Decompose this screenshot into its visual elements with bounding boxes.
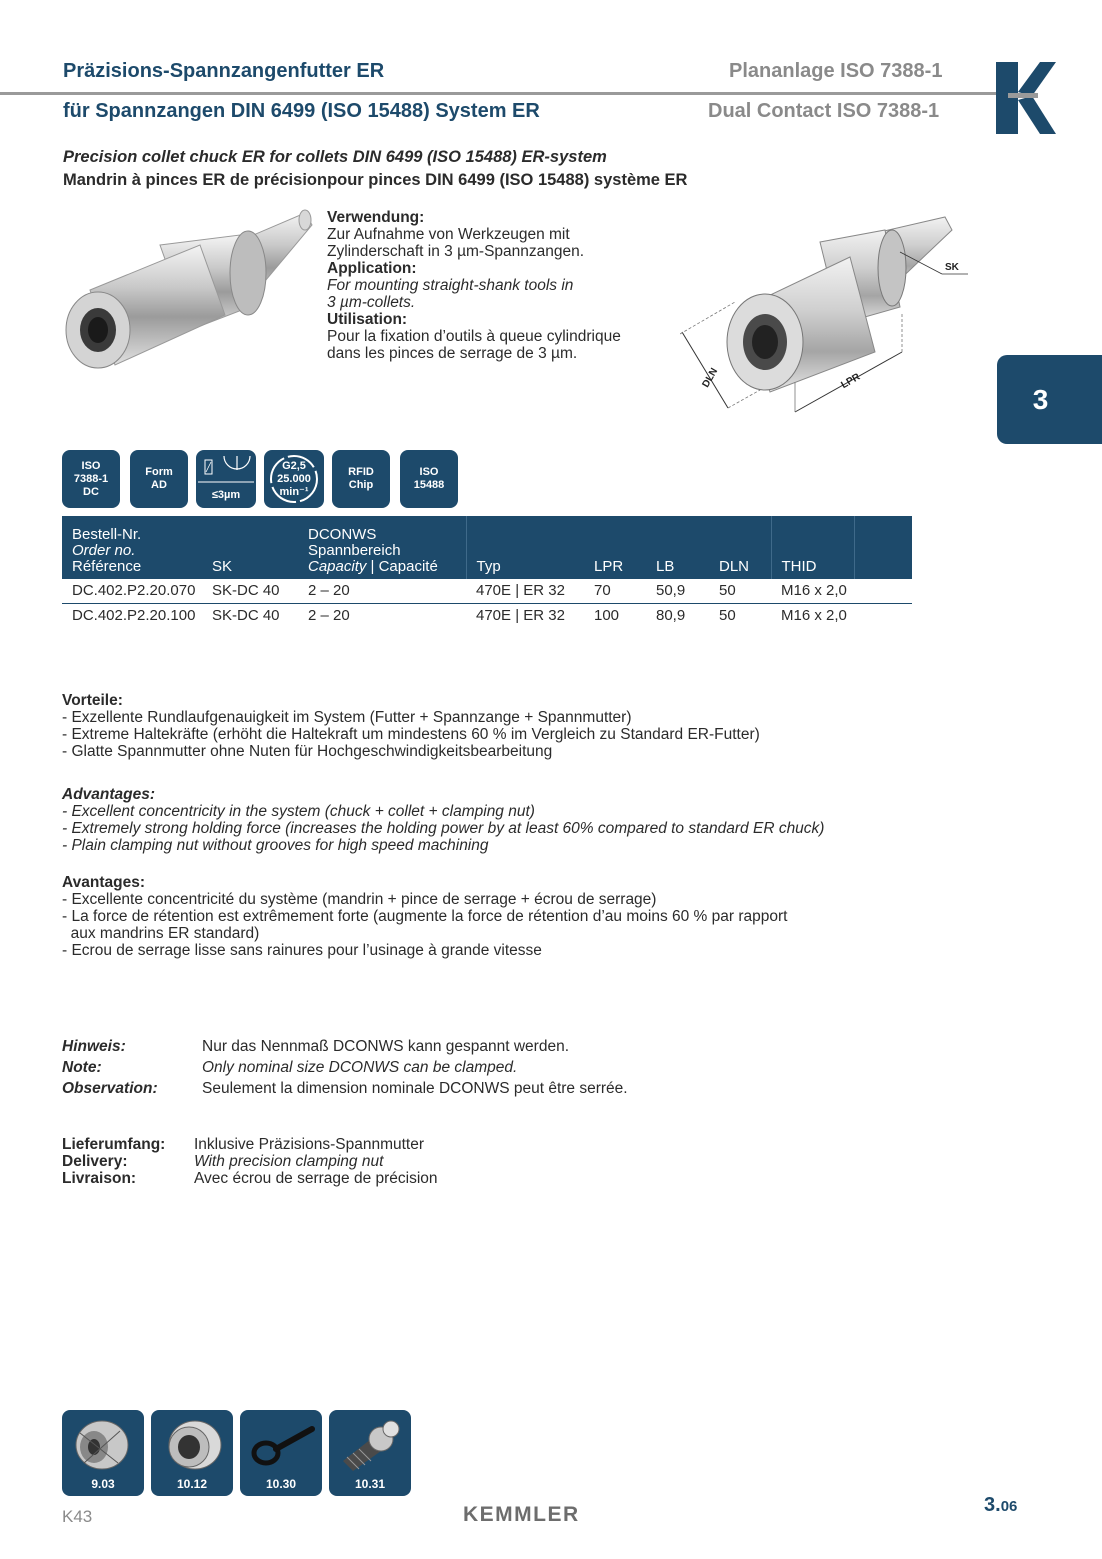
cell-dln: 50 [719, 607, 736, 624]
col-thid: THID [771, 516, 854, 579]
header-rule [0, 92, 1000, 95]
col-empty [854, 516, 912, 579]
accessory-number: 10.30 [265, 1477, 297, 1491]
list-item: - La force de rétention est extrêmement forte (augmente la force de rétention d’au moins 60 % par rapport [62, 908, 788, 925]
runout-gauge-icon [198, 452, 254, 486]
cell-lpr: 70 [584, 579, 646, 604]
usage-block [327, 209, 621, 362]
col-sk: SK [202, 516, 298, 579]
list-item: - Extreme Haltekräfte (erhöht die Haltekraft um mindestens 60 % im Vergleich zu Standard ER-Futter) [62, 726, 760, 743]
badge-text: 15488 [413, 479, 445, 491]
drawing-label-lpr: LPR [839, 371, 863, 392]
list-item: - Exzellente Rundlaufgenauigkeit im System (Futter + Spannzange + Spannmutter) [62, 709, 632, 726]
subtitle-fr: Mandrin à pinces ER de précisionpour pinces DIN 6499 (ISO 15488) système ER [63, 171, 688, 189]
spec-table [62, 516, 912, 628]
badge-iso-15488 [400, 450, 458, 508]
product-photo [60, 205, 315, 370]
cell-typ: 470E | ER 32 [476, 607, 565, 624]
head-order-fr: Référence [72, 558, 142, 575]
accessory-number: 9.03 [91, 1477, 115, 1491]
accessory-wrench[interactable] [240, 1410, 322, 1496]
list-item: - Plain clamping nut without grooves for high speed machining [62, 837, 489, 854]
badge-text: ISO [419, 466, 439, 478]
accessory-number: 10.31 [354, 1477, 386, 1491]
list-item: aux mandrins ER standard) [62, 925, 260, 942]
delivery-en-label: Delivery: [62, 1153, 128, 1170]
title-de-1: Präzisions-Spannzangenfutter ER [63, 60, 385, 82]
usage-de-label: Verwendung: [327, 209, 425, 226]
delivery-en: With precision clamping nut [194, 1153, 384, 1170]
list-item: - Extremely strong holding force (increases the holding power by at least 60% compared to standard ER chuck) [62, 820, 825, 837]
note-en: Only nominal size DCONWS can be clamped. [202, 1059, 518, 1076]
note-en-label: Note: [62, 1059, 102, 1076]
delivery-de: Inklusive Präzisions-Spannmutter [194, 1136, 425, 1153]
head-order-de: Bestell-Nr. [72, 526, 142, 543]
cell-sk: SK-DC 40 [202, 579, 298, 604]
badge-text: 25.000 [277, 472, 311, 485]
badge-balance [264, 450, 324, 508]
badge-text: min⁻¹ [279, 485, 309, 498]
list-item: - Excellente concentricité du système (mandrin + pince de serrage + écrou de serrage) [62, 891, 657, 908]
drawing-label-sk: SK [945, 262, 959, 273]
cell-lpr: 100 [594, 607, 620, 624]
note-de-label: Hinweis: [62, 1038, 126, 1055]
delivery-fr-label: Livraison: [62, 1170, 137, 1187]
usage-fr-label: Utilisation: [327, 311, 408, 328]
badge-text: 7388-1 [73, 472, 109, 485]
drawing-label-dln: DLN [700, 366, 721, 390]
badge-text: Form [145, 466, 173, 478]
title-right-1: Plananlage ISO 7388-1 [729, 60, 943, 82]
section-tab: 3 [997, 355, 1102, 444]
list-item: - Ecrou de serrage lisse sans rainures pour l’usinage à grande vitesse [62, 942, 542, 959]
col-typ: Typ [466, 516, 584, 579]
table-row [62, 579, 912, 604]
accessory-number: 10.12 [176, 1477, 208, 1491]
head-cap-sep: | [366, 558, 379, 575]
col-order [62, 516, 202, 579]
badge-form-ad [130, 450, 188, 508]
cell-dln: 50 [709, 579, 771, 604]
cell-typ: 470E | ER 32 [466, 579, 584, 604]
badge-runout [196, 450, 256, 508]
col-lpr: LPR [584, 516, 646, 579]
cell-order: DC.402.P2.20.100 [72, 607, 196, 624]
title-right-2: Dual Contact ISO 7388-1 [708, 100, 940, 122]
cell-sk: SK-DC 40 [212, 607, 280, 624]
page-number-main: 3. [984, 1494, 1001, 1516]
wrench-icon [246, 1415, 316, 1475]
table-row [62, 604, 912, 629]
cell-thid: M16 x 2,0 [771, 579, 854, 604]
subtitle-en: Precision collet chuck ER for collets DIN 6499 (ISO 15488) ER-system [63, 148, 607, 166]
kemmler-logo-icon [996, 62, 1058, 134]
delivery-fr: Avec écrou de serrage de précision [194, 1170, 438, 1187]
advantages-en [62, 786, 942, 854]
accessory-clamping-nut[interactable] [151, 1410, 233, 1496]
collet-icon [68, 1415, 138, 1475]
usage-de-line1: Zur Aufnahme von Werkzeugen mit [327, 226, 570, 243]
note-fr: Seulement la dimension nominale DCONWS peut être serrée. [202, 1080, 628, 1097]
clamping-nut-icon [157, 1415, 227, 1475]
cell-range: 2 – 20 [308, 607, 350, 624]
head-cap-en: Capacity [308, 558, 367, 575]
cell-lb: 50,9 [646, 579, 709, 604]
head-dconws: DCONWS [308, 526, 377, 543]
cell-range: 2 – 20 [298, 579, 466, 604]
advantages-de [62, 692, 942, 760]
usage-fr-line2: dans les pinces de serrage de 3 µm. [327, 345, 578, 362]
usage-en-label: Application: [327, 260, 417, 277]
note-block [62, 1036, 628, 1099]
title-de-2: für Spannzangen DIN 6499 (ISO 15488) System ER [63, 100, 540, 122]
badge-rfid [332, 450, 390, 508]
accessory-pull-stud[interactable] [329, 1410, 411, 1496]
delivery-block [62, 1136, 438, 1187]
usage-en-line1: For mounting straight-shank tools in [327, 277, 574, 294]
note-fr-label: Observation: [62, 1080, 158, 1097]
badge-iso-7388 [62, 450, 120, 508]
badge-text: Chip [348, 479, 374, 491]
list-item: - Excellent concentricity in the system (chuck + collet + clamping nut) [62, 803, 535, 820]
catalog-code: K43 [62, 1507, 93, 1526]
badge-text: G2,5 [282, 459, 306, 472]
badge-text: DC [83, 485, 99, 498]
usage-fr-line1: Pour la fixation d’outils à queue cylindrique [327, 328, 621, 345]
brand-name: KEMMLER [463, 1503, 580, 1526]
note-de: Nur das Nennmaß DCONWS kann gespannt werden. [202, 1038, 569, 1055]
usage-de-line2: Zylinderschaft in 3 µm-Spannzangen. [327, 243, 585, 260]
list-item: - Glatte Spannmutter ohne Nuten für Hochgeschwindigkeitsbearbeitung [62, 743, 553, 760]
accessory-collet[interactable] [62, 1410, 144, 1496]
col-lb: LB [646, 516, 709, 579]
cell-order: DC.402.P2.20.070 [62, 579, 202, 604]
badge-text: AD [151, 479, 167, 491]
advantages-fr [62, 874, 942, 959]
pull-stud-icon [335, 1415, 405, 1475]
cell-thid: M16 x 2,0 [781, 607, 847, 624]
usage-en-line2: 3 µm-collets. [327, 294, 416, 311]
badge-text: RFID [348, 466, 374, 478]
page-number [984, 1494, 1017, 1517]
head-cap-fr: Capacité [378, 558, 438, 575]
advantages-de-label: Vorteile: [62, 692, 123, 709]
delivery-de-label: Lieferumfang: [62, 1136, 166, 1153]
page-number-sub: 06 [1000, 1498, 1018, 1515]
head-order-en: Order no. [72, 542, 136, 559]
head-span-de: Spannbereich [308, 542, 401, 559]
advantages-fr-label: Avantages: [62, 874, 145, 891]
technical-drawing [680, 212, 970, 417]
col-dconws [298, 516, 466, 579]
cell-lb: 80,9 [656, 607, 686, 624]
col-dln: DLN [709, 516, 771, 579]
advantages-en-label: Advantages: [62, 786, 156, 803]
badge-text: ISO [81, 459, 101, 472]
badge-text: ≤3µm [211, 489, 241, 501]
